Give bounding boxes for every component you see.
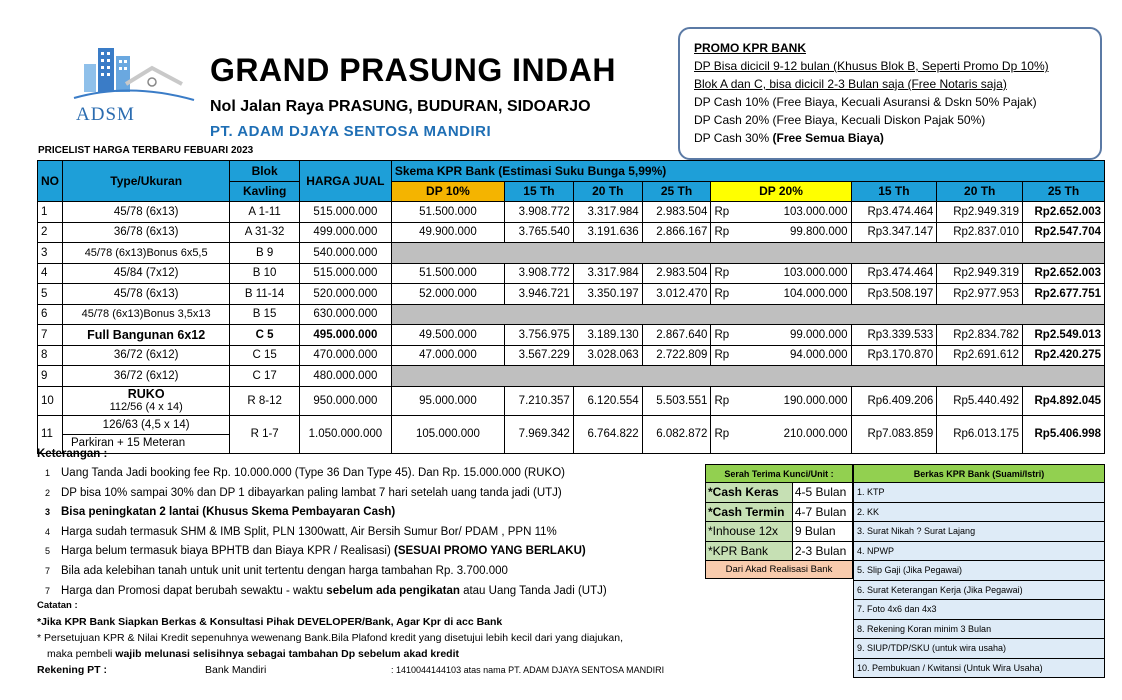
cell-blok: R 1-7 bbox=[230, 415, 300, 453]
cell-no: 10 bbox=[38, 386, 63, 415]
note-item bbox=[37, 523, 717, 543]
table-row bbox=[38, 222, 1105, 243]
cell-blok: B 9 bbox=[230, 243, 300, 264]
cell-b25: Rp2.549.013 bbox=[1023, 325, 1105, 346]
cell-b20: Rp2.691.612 bbox=[937, 345, 1023, 366]
note-text-bold: sebelum ada pengikatan bbox=[326, 584, 460, 597]
cell-dp20: 94.000.000 bbox=[733, 345, 851, 366]
cell-a25: 5.503.551 bbox=[642, 386, 711, 415]
col-header-15th: 15 Th bbox=[505, 181, 574, 202]
company-name: PT. ADAM DJAYA SENTOSA MANDIRI bbox=[210, 123, 492, 140]
berkas-item: 9. SIUP/TDP/SKU (untuk wira usaha) bbox=[854, 639, 1105, 659]
cell-a25: 2.983.504 bbox=[642, 263, 711, 284]
note-item bbox=[37, 464, 717, 484]
cell-blok: C 15 bbox=[230, 345, 300, 366]
handover-key: *Inhouse 12x bbox=[706, 522, 793, 542]
berkas-table bbox=[853, 464, 1105, 678]
cell-type: 45/78 (6x13) bbox=[63, 284, 230, 305]
catatan-text: maka pembeli bbox=[47, 648, 116, 660]
cell-harga: 950.000.000 bbox=[299, 386, 391, 415]
cell-b15: Rp3.508.197 bbox=[851, 284, 937, 305]
berkas-item: 2. KK bbox=[854, 502, 1105, 522]
cell-a15: 3.756.975 bbox=[505, 325, 574, 346]
col-header-15th: 15 Th bbox=[851, 181, 937, 202]
catatan-line: * Persetujuan KPR & Nilai Kredit sepenuhnya wewenang Bank.Bila Plafond kredit yang disetujui lebih kecil dari yang diajukan, bbox=[37, 632, 624, 644]
handover-value: 4-7 Bulan bbox=[792, 502, 852, 522]
cell-a20: 3.350.197 bbox=[573, 284, 642, 305]
cell-no: 8 bbox=[38, 345, 63, 366]
cell-dp10: 105.000.000 bbox=[391, 415, 504, 453]
promo-line: Blok A dan C, bisa dicicil 2-3 Bulan saja (Free Notaris saja) bbox=[694, 77, 1007, 91]
cell-blok: B 10 bbox=[230, 263, 300, 284]
company-logo bbox=[70, 42, 200, 130]
cell-harga: 515.000.000 bbox=[299, 202, 391, 223]
note-item bbox=[37, 503, 717, 523]
promo-line: DP Cash 20% (Free Biaya, Kecuali Diskon Pajak 50%) bbox=[694, 113, 986, 127]
cell-type-sub: 112/56 (4 x 14) bbox=[109, 400, 183, 413]
cell-b15: Rp7.083.859 bbox=[851, 415, 937, 453]
cell-dp20: 104.000.000 bbox=[733, 284, 851, 305]
handover-value: 9 Bulan bbox=[792, 522, 852, 542]
berkas-item: 3. Surat Nikah ? Surat Lajang bbox=[854, 522, 1105, 542]
catatan-text-bold: wajib melunasi selisihnya sebagai tambahan Dp sebelum akad kredit bbox=[115, 648, 459, 660]
cell-dp20: 210.000.000 bbox=[733, 415, 851, 453]
cell-no: 1 bbox=[38, 202, 63, 223]
col-header-kavling: Kavling bbox=[230, 181, 300, 202]
cell-b25: Rp2.677.751 bbox=[1023, 284, 1105, 305]
table-row bbox=[38, 202, 1105, 223]
col-header-25th: 25 Th bbox=[1023, 181, 1105, 202]
cell-type-main: RUKO bbox=[127, 386, 165, 401]
handover-key: *Cash Termin bbox=[706, 502, 793, 522]
cell-harga: 499.000.000 bbox=[299, 222, 391, 243]
logo-text: ADSM bbox=[76, 104, 135, 125]
cell-no: 6 bbox=[38, 304, 63, 325]
cell-blok: C 17 bbox=[230, 366, 300, 387]
cell-dp10: 95.000.000 bbox=[391, 386, 504, 415]
berkas-item: 4. NPWP bbox=[854, 541, 1105, 561]
table-row bbox=[38, 263, 1105, 284]
cell-b15: Rp3.474.464 bbox=[851, 263, 937, 284]
cell-b20: Rp2.837.010 bbox=[937, 222, 1023, 243]
cell-type bbox=[63, 386, 230, 415]
note-number: 5 bbox=[45, 546, 51, 557]
note-number: 1 bbox=[45, 468, 51, 478]
col-header-type: Type/Ukuran bbox=[63, 161, 230, 202]
cell-harga: 480.000.000 bbox=[299, 366, 391, 387]
cell-no: 4 bbox=[38, 263, 63, 284]
catatan-section bbox=[37, 598, 697, 662]
cell-a20: 6.764.822 bbox=[573, 415, 642, 453]
cell-b15: Rp3.474.464 bbox=[851, 202, 937, 223]
pricelist-title: PRICELIST HARGA TERBARU FEBUARI 2023 bbox=[38, 145, 254, 156]
cell-dp10: 49.900.000 bbox=[391, 222, 504, 243]
cell-rp: Rp bbox=[711, 222, 733, 243]
cell-dp10: 51.500.000 bbox=[391, 263, 504, 284]
cell-b20: Rp2.834.782 bbox=[937, 325, 1023, 346]
cell-harga: 630.000.000 bbox=[299, 304, 391, 325]
note-text: Harga dan Promosi dapat berubah sewaktu - waktu bbox=[61, 584, 327, 597]
table-row bbox=[38, 345, 1105, 366]
cell-b20: Rp6.013.175 bbox=[937, 415, 1023, 453]
cell-blok: B 11-14 bbox=[230, 284, 300, 305]
col-header-20th: 20 Th bbox=[573, 181, 642, 202]
promo-line: DP Bisa dicicil 9-12 bulan (Khusus Blok B, Seperti Promo Dp 10%) bbox=[694, 59, 1049, 73]
berkas-header: Berkas KPR Bank (Suami/Istri) bbox=[854, 465, 1105, 483]
page-title: GRAND PRASUNG INDAH bbox=[210, 52, 616, 88]
cell-a15: 3.908.772 bbox=[505, 202, 574, 223]
table-row bbox=[38, 243, 1105, 264]
cell-a25: 2.866.167 bbox=[642, 222, 711, 243]
rekening-section bbox=[37, 664, 664, 676]
rekening-bank: Bank Mandiri bbox=[205, 664, 267, 676]
cell-b25: Rp2.652.003 bbox=[1023, 263, 1105, 284]
handover-key: *Cash Keras bbox=[706, 483, 793, 503]
promo-line-text: DP Cash 30% bbox=[694, 131, 773, 145]
cell-a25: 3.012.470 bbox=[642, 284, 711, 305]
cell-b25: Rp2.547.704 bbox=[1023, 222, 1105, 243]
cell-dp20: 103.000.000 bbox=[733, 263, 851, 284]
catatan-header: Catatan : bbox=[37, 600, 78, 611]
cell-blok: R 8-12 bbox=[230, 386, 300, 415]
cell-b25: Rp2.420.275 bbox=[1023, 345, 1105, 366]
cell-blok: A 1-11 bbox=[230, 202, 300, 223]
cell-b20: Rp2.949.319 bbox=[937, 202, 1023, 223]
cell-dp10: 49.500.000 bbox=[391, 325, 504, 346]
cell-a25: 6.082.872 bbox=[642, 415, 711, 453]
col-header-skema: Skema KPR Bank (Estimasi Suku Bunga 5,99%) bbox=[391, 161, 1104, 182]
cell-a25: 2.867.640 bbox=[642, 325, 711, 346]
table-row bbox=[38, 304, 1105, 325]
note-text: Bisa peningkatan 2 lantai (Khusus Skema Pembayaran Cash) bbox=[61, 506, 396, 519]
handover-header: Serah Terima Kunci/Unit : bbox=[706, 465, 853, 483]
cell-empty bbox=[391, 366, 1104, 387]
cell-harga: 470.000.000 bbox=[299, 345, 391, 366]
cell-dp20: 103.000.000 bbox=[733, 202, 851, 223]
handover-value: 2-3 Bulan bbox=[792, 541, 852, 561]
cell-a25: 2.983.504 bbox=[642, 202, 711, 223]
rekening-account: : 1410044144103 atas nama PT. ADAM DJAYA SENTOSA MANDIRI bbox=[391, 665, 665, 675]
cell-type: 45/78 (6x13)Bonus 6x5,5 bbox=[63, 243, 230, 264]
cell-a15: 7.969.342 bbox=[505, 415, 574, 453]
note-text: atau Uang Tanda Jadi (UTJ) bbox=[459, 584, 607, 597]
berkas-item: 10. Pembukuan / Kwitansi (Untuk Wira Usaha) bbox=[854, 658, 1105, 678]
cell-rp: Rp bbox=[711, 386, 733, 415]
cell-rp: Rp bbox=[711, 415, 733, 453]
cell-b20: Rp2.949.319 bbox=[937, 263, 1023, 284]
cell-harga: 515.000.000 bbox=[299, 263, 391, 284]
handover-row bbox=[706, 522, 853, 542]
note-number: 7 bbox=[45, 585, 51, 596]
cell-no: 2 bbox=[38, 222, 63, 243]
cell-rp: Rp bbox=[711, 284, 733, 305]
cell-empty bbox=[391, 304, 1104, 325]
cell-harga: 495.000.000 bbox=[299, 325, 391, 346]
cell-type: 45/84 (7x12) bbox=[63, 263, 230, 284]
cell-dp20: 99.800.000 bbox=[733, 222, 851, 243]
note-text: Uang Tanda Jadi booking fee Rp. 10.000.000 (Type 36 Dan Type 45). Dan Rp. 15.000.000 (RUKO) bbox=[61, 467, 565, 479]
cell-no: 9 bbox=[38, 366, 63, 387]
cell-a20: 3.191.636 bbox=[573, 222, 642, 243]
col-header-harga: HARGA JUAL bbox=[299, 161, 391, 202]
cell-b20: Rp5.440.492 bbox=[937, 386, 1023, 415]
cell-a20: 3.028.063 bbox=[573, 345, 642, 366]
cell-b25: Rp5.406.998 bbox=[1023, 415, 1105, 453]
berkas-item: 7. Foto 4x6 dan 4x3 bbox=[854, 600, 1105, 620]
handover-table bbox=[705, 464, 853, 579]
handover-row bbox=[706, 483, 853, 503]
rekening-label: Rekening PT : bbox=[37, 664, 108, 676]
cell-rp: Rp bbox=[711, 345, 733, 366]
berkas-item: 8. Rekening Koran minim 3 Bulan bbox=[854, 619, 1105, 639]
cell-a15: 3.946.721 bbox=[505, 284, 574, 305]
cell-a20: 3.189.130 bbox=[573, 325, 642, 346]
cell-a15: 3.765.540 bbox=[505, 222, 574, 243]
notes-header: Keterangan : bbox=[37, 448, 108, 460]
cell-type: 45/78 (6x13)Bonus 3,5x13 bbox=[63, 304, 230, 325]
berkas-item: 5. Slip Gaji (Jika Pegawai) bbox=[854, 561, 1105, 581]
cell-a15: 7.210.357 bbox=[505, 386, 574, 415]
cell-harga: 1.050.000.000 bbox=[299, 415, 391, 453]
cell-no: 5 bbox=[38, 284, 63, 305]
table-row bbox=[38, 386, 1105, 415]
handover-row bbox=[706, 502, 853, 522]
cell-b15: Rp3.170.870 bbox=[851, 345, 937, 366]
note-text: DP bisa 10% sampai 30% dan DP 1 dibayarkan paling lambat 7 hari setelah uang tanda jadi (UTJ) bbox=[61, 486, 562, 499]
cell-type-main: 126/63 (4,5 x 14) bbox=[102, 418, 190, 431]
cell-a25: 2.722.809 bbox=[642, 345, 711, 366]
cell-type-sub: Parkiran + 15 Meteran bbox=[63, 434, 229, 452]
note-item bbox=[37, 562, 717, 582]
catatan-line: *Jika KPR Bank Siapkan Berkas & Konsultasi Pihak DEVELOPER/Bank, Agar Kpr di acc Bank bbox=[37, 616, 503, 628]
cell-blok: C 5 bbox=[230, 325, 300, 346]
cell-dp10: 47.000.000 bbox=[391, 345, 504, 366]
notes-section bbox=[37, 448, 717, 601]
col-header-blok: Blok bbox=[230, 161, 300, 182]
promo-title: PROMO KPR BANK bbox=[694, 41, 807, 55]
cell-no: 3 bbox=[38, 243, 63, 264]
note-item bbox=[37, 542, 717, 562]
note-item bbox=[37, 484, 717, 504]
cell-type: 36/72 (6x12) bbox=[63, 345, 230, 366]
cell-type: 36/72 (6x12) bbox=[63, 366, 230, 387]
cell-rp: Rp bbox=[711, 263, 733, 284]
cell-a20: 3.317.984 bbox=[573, 263, 642, 284]
promo-line: DP Cash 10% (Free Biaya, Kecuali Asuransi & Dskn 50% Pajak) bbox=[694, 95, 1037, 109]
promo-box bbox=[678, 27, 1102, 160]
note-text: Harga sudah termasuk SHM & IMB Split, PLN 1300watt, Air Bersih Sumur Bor/ PDAM , PPN 11% bbox=[61, 525, 557, 538]
cell-a15: 3.908.772 bbox=[505, 263, 574, 284]
handover-footer: Dari Akad Realisasi Bank bbox=[706, 561, 853, 579]
cell-no: 11 bbox=[38, 415, 63, 453]
cell-harga: 540.000.000 bbox=[299, 243, 391, 264]
note-text-bold: (SESUAI PROMO YANG BERLAKU) bbox=[394, 545, 586, 558]
note-number: 7 bbox=[45, 565, 51, 576]
cell-b25: Rp4.892.045 bbox=[1023, 386, 1105, 415]
table-row bbox=[38, 366, 1105, 387]
cell-b15: Rp6.409.206 bbox=[851, 386, 937, 415]
cell-a20: 3.317.984 bbox=[573, 202, 642, 223]
cell-dp10: 52.000.000 bbox=[391, 284, 504, 305]
note-text: Harga belum termasuk biaya BPHTB dan Biaya KPR / Realisasi) bbox=[61, 545, 395, 558]
handover-row bbox=[706, 541, 853, 561]
note-number: 2 bbox=[45, 487, 51, 498]
cell-no: 7 bbox=[38, 325, 63, 346]
promo-line bbox=[694, 129, 1086, 147]
cell-blok: A 31-32 bbox=[230, 222, 300, 243]
col-header-dp20: DP 20% bbox=[711, 181, 851, 202]
cell-b15: Rp3.347.147 bbox=[851, 222, 937, 243]
note-text: Bila ada kelebihan tanah untuk unit unit tertentu dengan harga tambahan Rp. 3.700.000 bbox=[61, 564, 508, 577]
col-header-dp10: DP 10% bbox=[391, 181, 504, 202]
note-number: 4 bbox=[45, 526, 51, 537]
col-header-25th: 25 Th bbox=[642, 181, 711, 202]
table-row bbox=[38, 284, 1105, 305]
address: Nol Jalan Raya PRASUNG, BUDURAN, SIDOARJO bbox=[210, 98, 591, 115]
price-table bbox=[37, 160, 1105, 454]
cell-harga: 520.000.000 bbox=[299, 284, 391, 305]
handover-value: 4-5 Bulan bbox=[792, 483, 852, 503]
cell-blok: B 15 bbox=[230, 304, 300, 325]
cell-rp: Rp bbox=[711, 202, 733, 223]
table-row bbox=[38, 325, 1105, 346]
cell-type: 45/78 (6x13) bbox=[63, 202, 230, 223]
berkas-item: 6. Surat Keterangan Kerja (Jika Pegawai) bbox=[854, 580, 1105, 600]
berkas-item: 1. KTP bbox=[854, 483, 1105, 503]
cell-type: 36/78 (6x13) bbox=[63, 222, 230, 243]
cell-b25: Rp2.652.003 bbox=[1023, 202, 1105, 223]
cell-b20: Rp2.977.953 bbox=[937, 284, 1023, 305]
cell-dp10: 51.500.000 bbox=[391, 202, 504, 223]
cell-a20: 6.120.554 bbox=[573, 386, 642, 415]
promo-line-bold: (Free Semua Biaya) bbox=[772, 131, 884, 145]
building-logo-icon bbox=[70, 42, 200, 104]
col-header-no: NO bbox=[38, 161, 63, 202]
cell-rp: Rp bbox=[711, 325, 733, 346]
col-header-20th: 20 Th bbox=[937, 181, 1023, 202]
cell-type: Full Bangunan 6x12 bbox=[63, 325, 230, 346]
catatan-line bbox=[37, 646, 697, 662]
cell-empty bbox=[391, 243, 1104, 264]
note-number: 3 bbox=[45, 507, 51, 518]
cell-dp20: 99.000.000 bbox=[733, 325, 851, 346]
cell-a15: 3.567.229 bbox=[505, 345, 574, 366]
cell-b15: Rp3.339.533 bbox=[851, 325, 937, 346]
handover-key: *KPR Bank bbox=[706, 541, 793, 561]
cell-dp20: 190.000.000 bbox=[733, 386, 851, 415]
